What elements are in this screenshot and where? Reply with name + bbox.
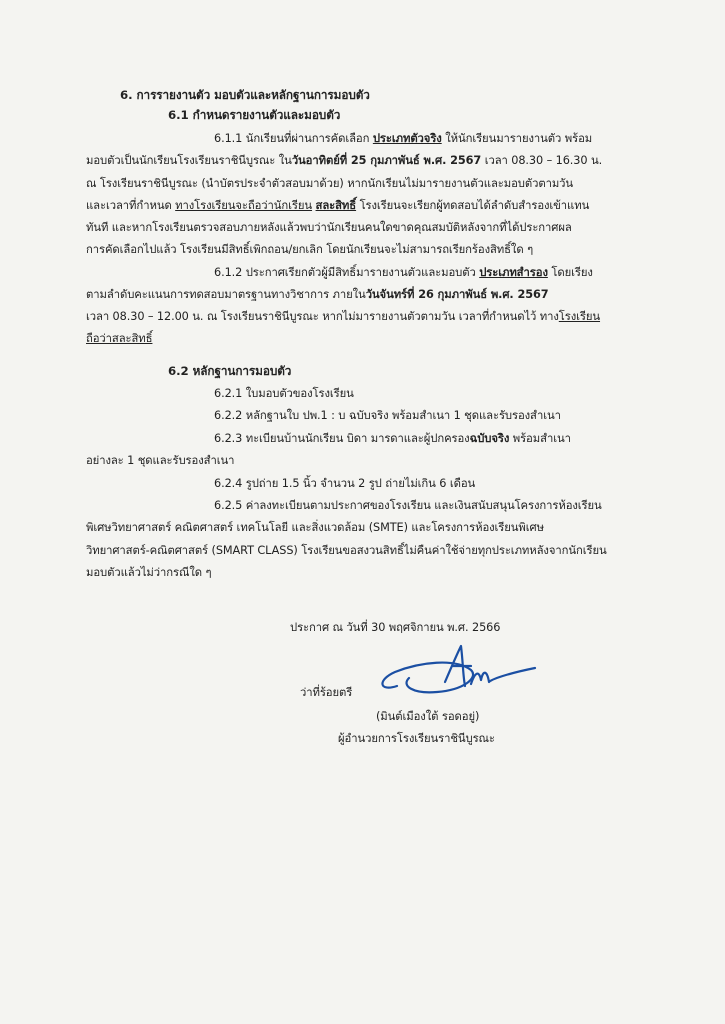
reserve-date-emphasis: วันจันทร์ที่ 26 กุมภาพันธ์ พ.ศ. 2567: [365, 288, 549, 301]
para-612-line1: 6.1.2 ประกาศเรียกตัวผู้มีสิทธิ์มารายงานตัวและมอบตัว ประเภทสำรอง โดยเรียง: [214, 266, 593, 279]
reserve-type-emphasis: ประเภทสำรอง: [479, 266, 548, 279]
section-6-1-heading: 6.1 กำหนดรายงานตัวและมอบตัว: [168, 108, 341, 122]
actual-type-emphasis: ประเภทตัวจริง: [372, 132, 442, 145]
para-611-line6: การคัดเลือกไปแล้ว โรงเรียนมีสิทธิ์เพิกถอน/ยกเลิก โดยนักเรียนจะไม่สามารถเรียกร้องสิทธิ์ใด ๆ: [86, 243, 534, 256]
list-item-621: 6.2.1 ใบมอบตัวของโรงเรียน: [214, 387, 354, 400]
list-item-625-line4: มอบตัวแล้วไม่ว่ากรณีใด ๆ: [86, 566, 212, 579]
section-6-2-heading: 6.2 หลักฐานการมอบตัว: [168, 364, 292, 378]
forfeit-emphasis: สละสิทธิ์: [315, 199, 357, 212]
list-item-625-line3: วิทยาศาสตร์-คณิตศาสตร์ (SMART CLASS) โรงเรียนขอสงวนสิทธิ์ไม่คืนค่าใช้จ่ายทุกประเภทหลังจากนักเรียน: [86, 544, 607, 557]
signer-position: ผู้อำนวยการโรงเรียนราชินีบูรณะ: [338, 732, 495, 745]
para-611-line4: และเวลาที่กำหนด ทางโรงเรียนจะถือว่านักเรียน สละสิทธิ์ โรงเรียนจะเรียกผู้ทดสอบได้ลำดับสำรองเข้าแทน: [86, 199, 590, 212]
list-item-625: 6.2.5 ค่าลงทะเบียนตามประกาศของโรงเรียน และเงินสนับสนุนโครงการห้องเรียน: [214, 499, 602, 512]
list-item-622: 6.2.2 หลักฐานใบ ปพ.1 : บ ฉบับจริง พร้อมสำเนา 1 ชุดและรับรองสำเนา: [214, 409, 561, 422]
list-item-623-line2: อย่างละ 1 ชุดและรับรองสำเนา: [86, 454, 235, 467]
list-item-624: 6.2.4 รูปถ่าย 1.5 นิ้ว จำนวน 2 รูป ถ่ายไม่เกิน 6 เดือน: [214, 477, 476, 490]
para-611-line1: 6.1.1 นักเรียนที่ผ่านการคัดเลือก ประเภทตัวจริง ให้นักเรียนมารายงานตัว พร้อม: [214, 132, 593, 145]
para-611-line2: มอบตัวเป็นนักเรียนโรงเรียนราชินีบูรณะ ในวันอาทิตย์ที่ 25 กุมภาพันธ์ พ.ศ. 2567 เวลา 08.30 – 16.30 น.: [86, 154, 603, 167]
para-612-line4: ถือว่าสละสิทธิ์: [86, 332, 153, 345]
report-date-emphasis: วันอาทิตย์ที่ 25 กุมภาพันธ์ พ.ศ. 2567: [291, 154, 482, 167]
section-6-heading: 6. การรายงานตัว มอบตัวและหลักฐานการมอบตัว: [120, 88, 370, 102]
list-item-625-line2: พิเศษวิทยาศาสตร์ คณิตศาสตร์ เทคโนโลยี และสิ่งแวดล้อม (SMTE) และโครงการห้องเรียนพิเศษ: [86, 521, 544, 534]
para-612-line3: เวลา 08.30 – 12.00 น. ณ โรงเรียนราชินีบูรณะ หากไม่มารายงานตัวตามวัน เวลาที่กำหนดไว้ ทางโรงเรียน: [86, 310, 601, 323]
signature-icon: [375, 640, 540, 708]
para-611-line3: ณ โรงเรียนราชินีบูรณะ (นำบัตรประจำตัวสอบมาด้วย) หากนักเรียนไม่มารายงานตัวและมอบตัวตามวัน: [86, 177, 574, 190]
para-612-line2: ตามลำดับคะแนนการทดสอบมาตรฐานทางวิชาการ ภายในวันจันทร์ที่ 26 กุมภาพันธ์ พ.ศ. 2567: [86, 288, 549, 301]
para-611-line5: ทันที และหากโรงเรียนตรวจสอบภายหลังแล้วพบว่านักเรียนคนใดขาดคุณสมบัติหลังจากที่ได้ประกาศผล: [86, 221, 572, 234]
original-copy-emphasis: ฉบับจริง: [469, 432, 510, 445]
signer-rank: ว่าที่ร้อยตรี: [300, 686, 353, 699]
signer-name: (มินต์เมืองใต้ รอดอยู่): [376, 710, 480, 723]
list-item-623: 6.2.3 ทะเบียนบ้านนักเรียน บิดา มารดาและผู้ปกครองฉบับจริง พร้อมสำเนา: [214, 432, 571, 445]
announcement-date: ประกาศ ณ วันที่ 30 พฤศจิกายน พ.ศ. 2566: [290, 621, 501, 634]
